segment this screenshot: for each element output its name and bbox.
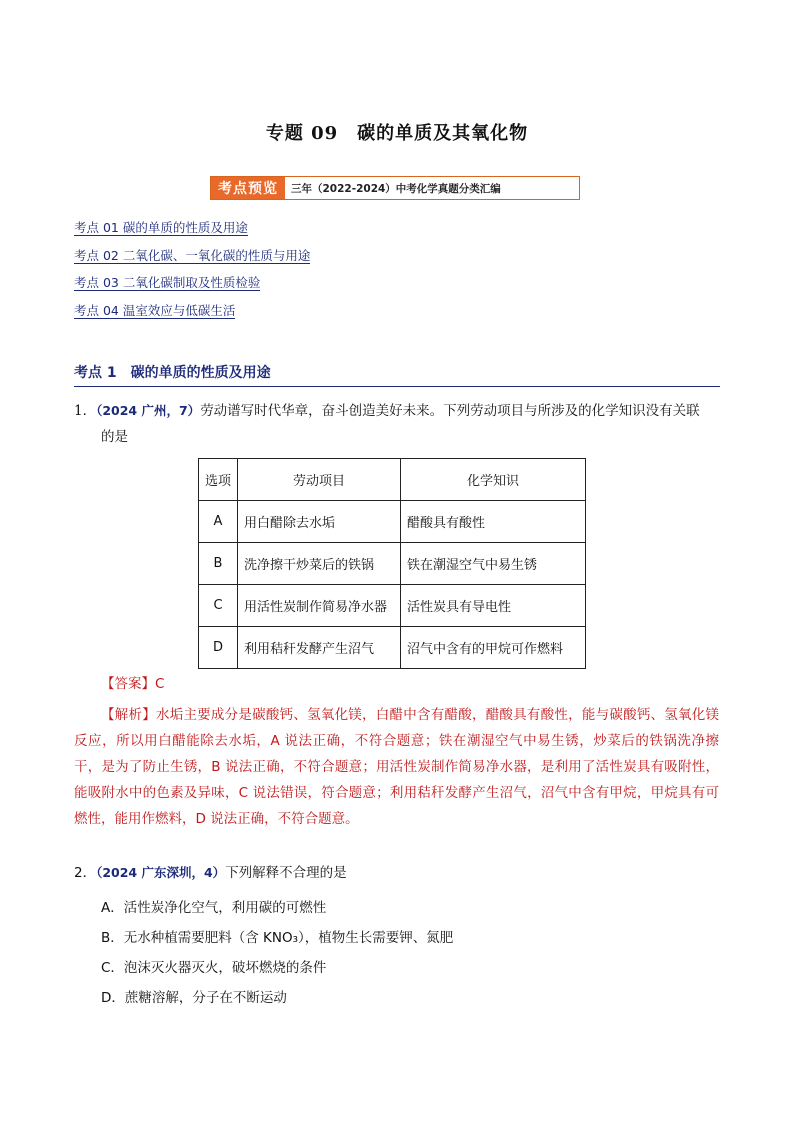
table-header: 选项	[199, 459, 238, 501]
question-table	[198, 458, 586, 669]
section-heading: 考点 1 碳的单质的性质及用途	[74, 362, 720, 387]
banner-text: 三年（2022-2024）中考化学真题分类汇编	[291, 182, 501, 195]
topic-link-2[interactable]: 考点 02 二氧化碳、一氧化碳的性质与用途	[74, 247, 311, 263]
question-2	[74, 860, 347, 886]
table-cell: C	[199, 585, 238, 627]
explanation-text: 水垢主要成分是碳酸钙、氢氧化镁，白醋中含有醋酸，醋酸具有酸性，能与碳酸钙、氢氧化镁反应，所以用白醋能除去水垢，A 说法正确，不符合题意；铁在潮湿空气中易生锈，炒菜后的铁锅洗净擦干，是为了防止生锈，B 说法正确，不符合题意；用活性炭制作简易净水器，是利用了活性炭具有吸附性，能吸附水中的色素及异味，C 说法错误，符合题意；利用秸秆发酵产生沼气，沼气中含有甲烷，甲烷具有可燃性，能用作燃料，D 说法正确，不符合题意。	[74, 707, 720, 827]
option-c: C．泡沫灭火器灭火，破坏燃烧的条件	[101, 960, 327, 976]
option-b: B．无水种植需要肥料（含 KNO₃），植物生长需要钾、氮肥	[101, 930, 454, 946]
answer-label: 【答案】	[101, 676, 155, 692]
page-title: 专题 09 碳的单质及其氧化物	[265, 123, 529, 144]
table-header-row	[199, 459, 586, 501]
answer	[101, 672, 164, 692]
preview-banner	[210, 176, 580, 200]
table-cell: 用白醋除去水垢	[238, 501, 401, 543]
question-text: 下列解释不合理的是	[225, 865, 347, 881]
explanation	[74, 702, 719, 832]
option-d: D．蔗糖溶解，分子在不断运动	[101, 990, 287, 1006]
table-cell: 活性炭具有导电性	[401, 585, 586, 627]
topic-link-4[interactable]: 考点 04 温室效应与低碳生活	[74, 302, 236, 318]
topic-link-1[interactable]: 考点 01 碳的单质的性质及用途	[74, 220, 248, 235]
question-1	[74, 398, 700, 450]
table-header: 化学知识	[401, 459, 586, 501]
table-cell: 洗净擦干炒菜后的铁锅	[238, 543, 401, 585]
table-cell: 醋酸具有酸性	[401, 501, 586, 543]
explanation-label: 【解析】	[101, 707, 156, 723]
table-cell: A	[199, 501, 238, 543]
table-cell: 用活性炭制作简易净水器	[238, 585, 401, 627]
table-cell: 利用秸秆发酵产生沼气	[238, 627, 401, 669]
question-number: 1．	[74, 403, 97, 419]
table-cell: D	[199, 627, 238, 669]
table-cell: 铁在潮湿空气中易生锈	[401, 543, 586, 585]
table-header: 劳动项目	[238, 459, 401, 501]
option-list	[101, 893, 453, 1013]
table-cell: 沼气中含有的甲烷可作燃料	[401, 627, 586, 669]
option-a: A．活性炭净化空气，利用碳的可燃性	[101, 900, 327, 916]
topic-link-3[interactable]: 考点 03 二氧化碳制取及性质检验	[74, 275, 261, 290]
question-text: 劳动谱写时代华章，奋斗创造美好未来。下列劳动项目与所涉及的化学知识没有关联	[200, 403, 700, 419]
question-source: （2024 广州，7）	[96, 403, 201, 418]
topic-list	[74, 220, 310, 330]
question-number: 2．	[74, 865, 97, 881]
table-row	[199, 501, 586, 543]
table-row	[199, 543, 586, 585]
table-cell: B	[199, 543, 238, 585]
question-text-cont: 的是	[101, 429, 128, 445]
answer-value: C	[155, 676, 165, 692]
banner-tag: 考点预览	[211, 177, 285, 199]
table-row	[199, 627, 586, 669]
question-source: （2024 广东深圳，4）	[96, 865, 226, 880]
table-row	[199, 585, 586, 627]
